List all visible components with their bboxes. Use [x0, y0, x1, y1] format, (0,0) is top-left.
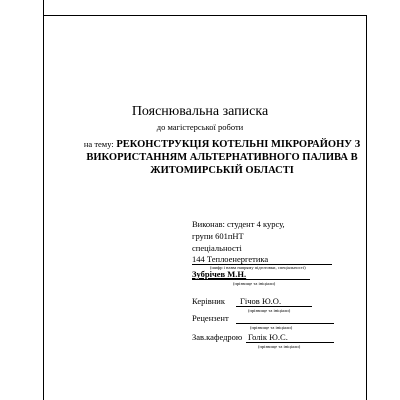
supervisor-name: Гічов Ю.О. — [240, 296, 282, 306]
document-title: Пояснювальна записка — [131, 104, 269, 119]
author-line-2: групи 601пНТ — [192, 231, 244, 241]
topic-line-1 — [72, 138, 372, 151]
supervisor-caption: (прізвище та ініціали) — [248, 308, 291, 313]
student-underline — [192, 279, 310, 280]
head-caption: (прізвище та ініціали) — [258, 344, 301, 349]
reviewer-label: Рецензент — [192, 313, 229, 323]
head-name: Голік Ю.С. — [248, 332, 288, 342]
frame-left-border — [43, 0, 44, 400]
topic-title-line-3: ЖИТОМИРСЬКІЙ ОБЛАСТІ — [150, 165, 294, 176]
reviewer-underline — [236, 323, 334, 324]
frame-top-border — [43, 15, 366, 16]
supervisor-underline — [236, 306, 312, 307]
author-line-3: спеціальності — [192, 243, 242, 253]
frame-right-border — [366, 15, 367, 400]
student-caption: (прізвище та ініціали) — [233, 281, 276, 286]
author-line-1: Виконав: студент 4 курсу, — [192, 219, 285, 229]
document-topic — [72, 138, 372, 177]
document-subtitle: до магістерської роботи — [156, 122, 244, 132]
topic-title-line-2: ВИКОРИСТАННЯМ АЛЬТЕРНАТИВНОГО ПАЛИВА В — [86, 152, 358, 163]
head-underline — [246, 342, 334, 343]
specialty-value: 144 Теплоенергетика — [192, 254, 269, 264]
specialty-caption: (шифр і назва напряму підготовки, спеціальності) — [210, 265, 306, 270]
head-label: Зав.кафедрою — [192, 332, 243, 342]
supervisor-label: Керівник — [192, 296, 225, 306]
topic-prefix: на тему: — [83, 139, 114, 149]
student-name: Зубрічев М.Н. — [192, 269, 247, 279]
topic-title-line-1: РЕКОНСТРУКЦІЯ КОТЕЛЬНІ МІКРОРАЙОНУ З — [116, 139, 361, 150]
reviewer-caption: (прізвище та ініціали) — [250, 325, 293, 330]
